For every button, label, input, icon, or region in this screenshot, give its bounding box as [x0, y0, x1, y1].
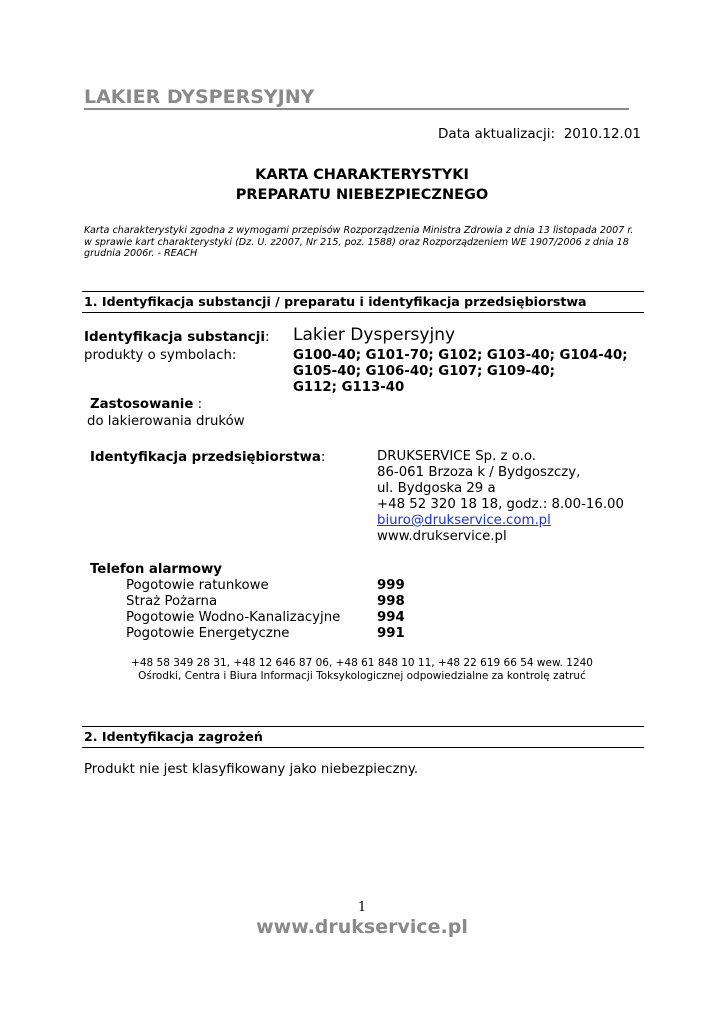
symbols-label: produkty o symbolach:: [84, 348, 237, 363]
emergency-number: 991: [377, 626, 405, 641]
symbols-line-1: G100-40; G101-70; G102; G103-40; G104-40;: [293, 348, 628, 363]
emergency-name: Pogotowie Energetyczne: [126, 626, 290, 641]
update-label: Data aktualizacji:: [438, 126, 556, 142]
emergency-number: 998: [377, 594, 405, 609]
emergency-name: Pogotowie ratunkowe: [126, 578, 269, 593]
company-website: www.drukservice.pl: [377, 529, 507, 544]
symbols-line-3: G112; G113-40: [293, 380, 405, 395]
substance-name: Lakier Dyspersyjny: [293, 325, 456, 345]
main-title-line-1: KARTA CHARAKTERYSTYKI: [255, 167, 469, 183]
footer-url: www.drukservice.pl: [256, 916, 468, 938]
company-colon: :: [320, 450, 326, 465]
use-colon: :: [193, 397, 203, 412]
document-title: LAKIER DYSPERSYJNY: [84, 86, 629, 110]
company-line: ul. Bydgoska 29 a: [377, 481, 496, 496]
use-label-row: [90, 397, 202, 413]
update-date-line: [438, 126, 641, 142]
update-date: 2010.12.01: [563, 126, 641, 142]
use-value: do lakierowania druków: [87, 414, 245, 429]
page-number: 1: [357, 900, 367, 915]
section-1-heading: 1. Identyfikacja substancji / preparatu i identyfikacja przedsiębiorstwa: [82, 291, 644, 313]
tox-phones: +48 58 349 28 31, +48 12 646 87 06, +48 61 848 10 11, +48 22 619 66 54 wew. 1240: [131, 657, 593, 669]
company-line: 86-061 Brzoza k / Bydgoszczy,: [377, 465, 581, 480]
emergency-number: 999: [377, 578, 405, 593]
section-2-text: Produkt nie jest klasyfikowany jako niebezpieczny.: [84, 762, 419, 777]
company-line: DRUKSERVICE Sp. z o.o.: [377, 449, 537, 464]
section-2-heading: 2. Identyfikacja zagrożeń: [82, 726, 644, 748]
company-line: +48 52 320 18 18, godz.: 8.00-16.00: [377, 497, 624, 512]
substance-label-row: [84, 328, 270, 346]
use-label: Zastosowanie: [90, 397, 194, 412]
tox-note: Ośrodki, Centra i Biura Informacji Toksykologicznej odpowiedzialne za kontrolę zatruć: [138, 670, 586, 682]
emergency-number: 994: [377, 610, 405, 625]
emergency-name: Straż Pożarna: [126, 594, 218, 609]
company-email-link[interactable]: biuro@drukservice.com.pl: [377, 513, 551, 528]
main-title-line-2: PREPARATU NIEBEZPIECZNEGO: [235, 187, 489, 203]
symbols-line-2: G105-40; G106-40; G107; G109-40;: [293, 364, 555, 379]
substance-colon: :: [265, 329, 270, 345]
emergency-label: Telefon alarmowy: [90, 562, 222, 577]
company-label-row: [90, 450, 325, 466]
emergency-name: Pogotowie Wodno-Kanalizacyjne: [126, 610, 341, 625]
company-label: Identyfikacja przedsiębiorstwa: [90, 450, 321, 465]
legal-note: Karta charakterystyki zgodna z wymogami przepisów Rozporządzenia Ministra Zdrowia z dnia 13 listopada 2007 r. w sprawie kart charakterystyki (Dz. U. z2007, Nr 215, poz. 1588) oraz Rozporządzeniem WE 1907/2006 z dnia 18 grudnia 2006r. - REACH: [84, 225, 634, 259]
substance-label: Identyfikacja substancji: [84, 329, 266, 345]
